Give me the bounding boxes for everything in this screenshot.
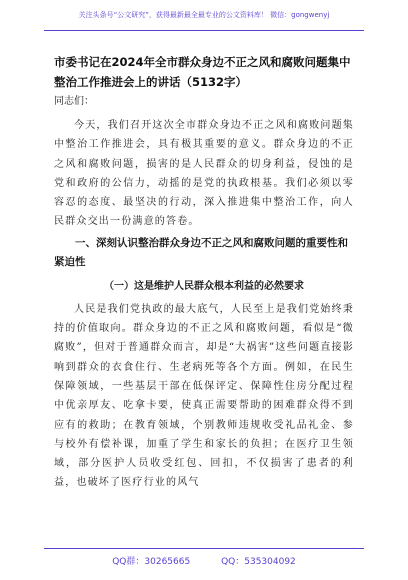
header-banner: 关注头条号“公文研究”，获得最新最全最专业的公文资料库！ 微信：gongwenyj xyxy=(78,11,330,19)
document-title: 市委书记在2024年全市群众身边不正之风和腐败问题集中整治工作推进会上的讲话（5132字） xyxy=(54,55,351,89)
footer-divider xyxy=(44,548,364,549)
document-body xyxy=(54,52,354,493)
subsection-heading: （一）这是维护人民群众根本利益的必然要求 xyxy=(104,280,304,292)
footer-qq: QQ：535304092 xyxy=(221,557,296,567)
section-heading: 一、深刻认识整治群众身边不正之风和腐败问题的重要性和紧迫性 xyxy=(54,236,348,268)
salutation: 同志们： xyxy=(54,96,94,107)
intro-paragraph: 今天，我们召开这次全市群众身边不正之风和腐败问题集中整治工作推进会，具有极其重要的意义。群众身边的不正之风和腐败问题，损害的是人民群众的切身利益，侵蚀的是党和政府的公信力，动摇的是党的执政根基。我们必须以零容忍的态度、最坚决的行动，深入推进集中整治工作，向人民群众交出一份满意的答卷。 xyxy=(54,120,354,228)
header-divider xyxy=(44,30,364,31)
body-paragraph: 人民是我们党执政的最大底气，人民至上是我们党始终秉持的价值取向。群众身边的不正之风和腐败问题，看似是“微腐败”，但对于普通群众而言，却是“大祸害”这些问题直接影响到群众的衣食住行、生老病死等各个方面。例如，在民生保障领域，一些基层干部在低保评定、保障性住房分配过程中优亲厚友、吃拿卡要，使真正需要帮助的困难群众得不到应有的救助；在教育领域，个别教师违规收受礼品礼金、参与校外有偿补课，加重了学生和家长的负担；在医疗卫生领域，部分医护人员收受红包、回扣，不仅损害了患者的利益，也破坏了医疗行业的风气 xyxy=(54,303,354,489)
footer xyxy=(0,554,408,567)
footer-qq-group: QQ群：30265665 xyxy=(112,557,191,567)
